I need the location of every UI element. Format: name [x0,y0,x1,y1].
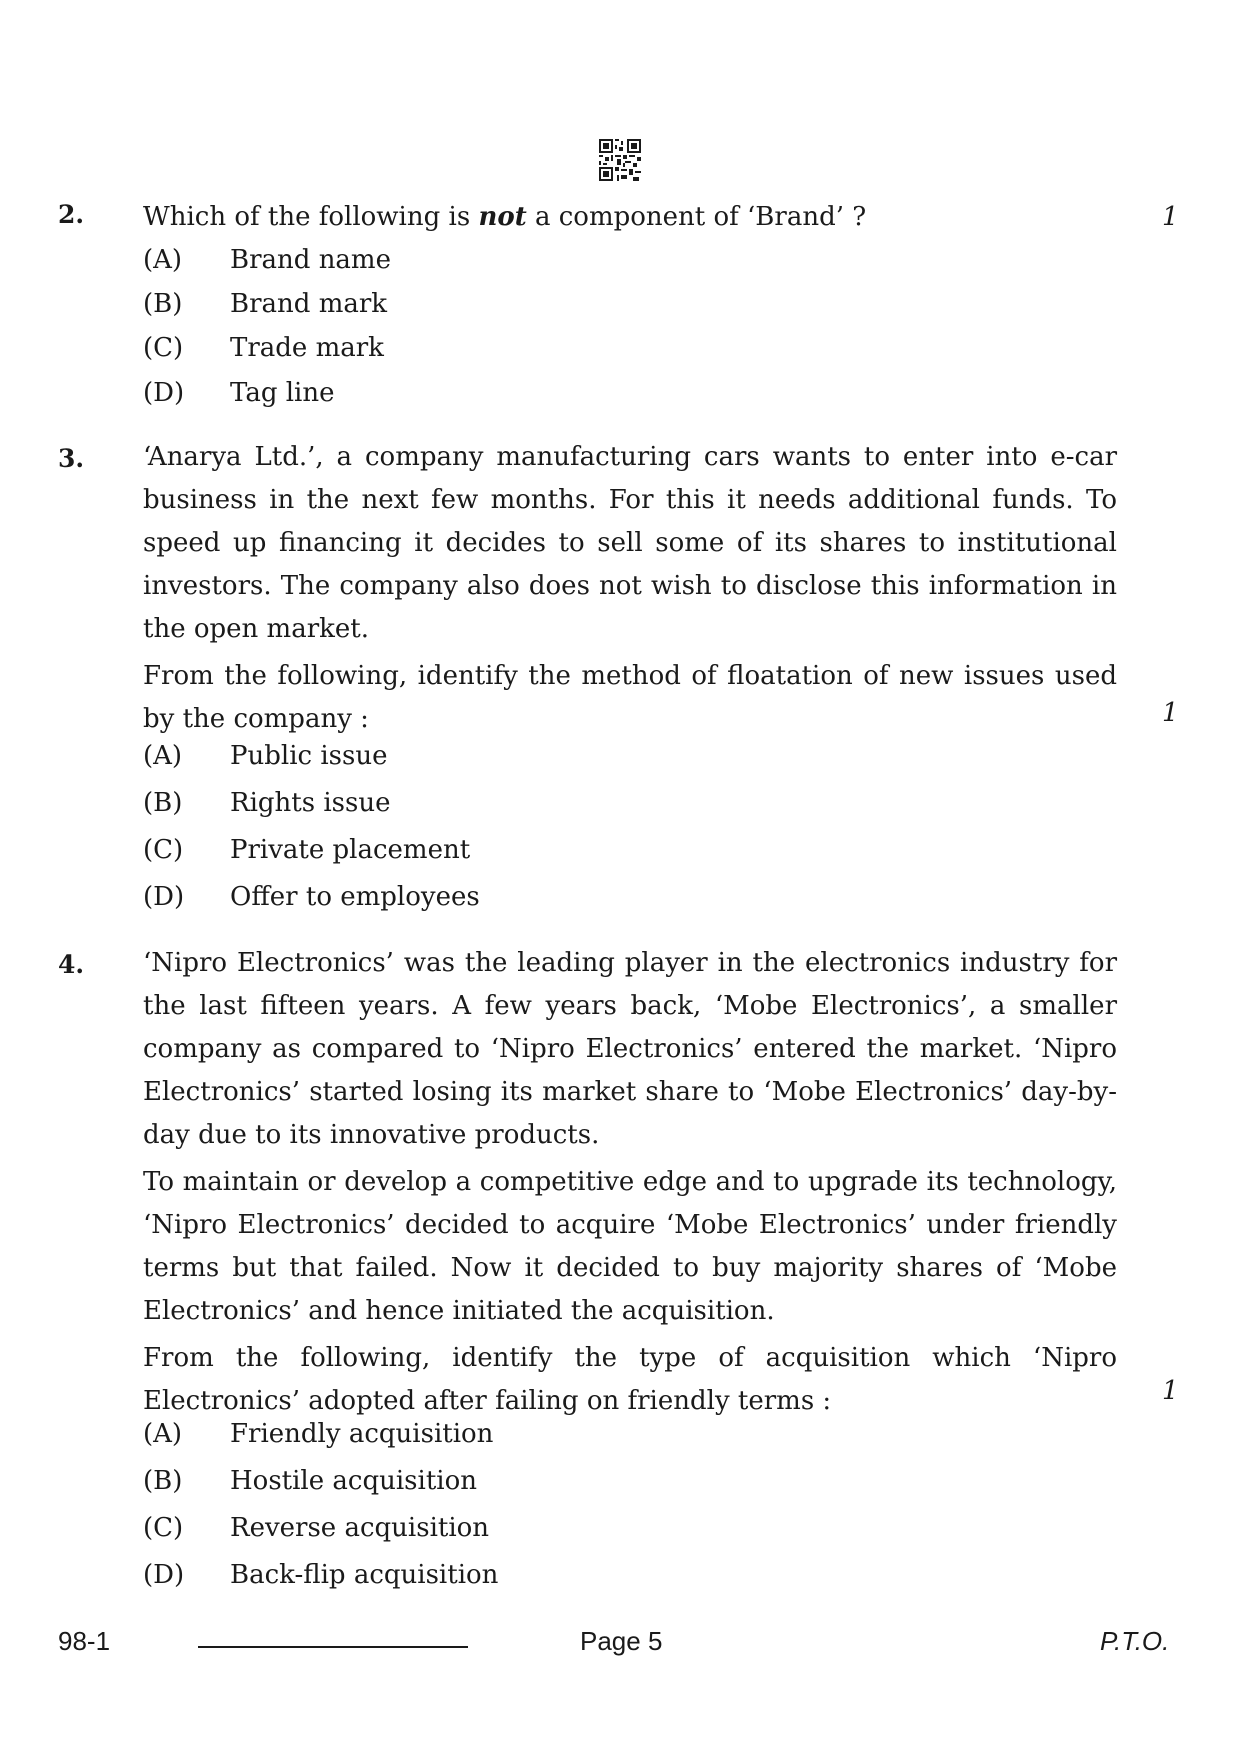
qr-code-icon [599,139,641,181]
question-number: 3. [58,444,85,473]
option-b [143,782,390,825]
option-text: Hostile acquisition [230,1466,477,1496]
page-footer [0,1626,1241,1666]
option-d [143,372,335,415]
question-number: 2. [58,200,85,229]
question-stem [143,196,1117,239]
question-paragraph: ‘Anarya Ltd.’, a company manufacturing cars wants to enter into e-car business in the next few months. For this it needs additional funds. To speed up financing it decides to sell some of its shares to institutional investors. The company also does not wish to disclose this information in the open market. [143,442,1117,644]
stem-text-end: a component of ‘Brand’ ? [526,202,867,232]
option-label: (C) [143,835,184,865]
option-b [143,283,387,326]
option-text: Private placement [230,835,471,865]
option-text: Reverse acquisition [230,1513,490,1543]
page-number: Page 5 [580,1626,663,1656]
question-body [143,436,1117,741]
option-b [143,1460,477,1503]
marks-label: 1 [1162,1376,1179,1406]
question-number: 4. [58,950,85,979]
option-a [143,239,391,282]
marks-label: 1 [1162,202,1179,232]
option-label: (C) [143,1513,184,1543]
option-c [143,1507,489,1550]
question-paragraph: To maintain or develop a competitive edge and to upgrade its technology, ‘Nipro Electronics’ decided to acquire ‘Mobe Electronics’ under friendly terms but that failed. Now it decided to buy majority shares of ‘Mobe Electronics’ and hence initiated the acquisition. [143,1167,1117,1326]
option-text: Brand name [230,245,391,275]
option-label: (A) [143,1419,183,1449]
question-paragraph: From the following, identify the method of floatation of new issues used by the company : [143,661,1117,734]
question-body [143,942,1117,1423]
option-label: (A) [143,245,183,275]
option-c [143,327,384,370]
option-label: (D) [143,882,185,912]
option-label: (C) [143,333,184,363]
pto-label: P.T.O. [1100,1626,1170,1656]
stem-text: Which of the following is [143,202,479,232]
paper-code: 98-1 [58,1626,111,1656]
option-label: (B) [143,788,183,818]
option-text: Friendly acquisition [230,1419,494,1449]
option-a [143,735,387,778]
option-label: (A) [143,741,183,771]
option-a [143,1413,493,1456]
option-c [143,829,470,872]
option-label: (B) [143,289,183,319]
option-text: Trade mark [230,333,384,363]
option-text: Public issue [230,741,388,771]
marks-label: 1 [1162,698,1179,728]
option-d [143,1554,498,1597]
option-text: Brand mark [230,289,388,319]
option-text: Tag line [230,378,335,408]
option-text: Back-flip acquisition [230,1560,499,1590]
stem-emphasis: not [478,202,527,232]
option-label: (D) [143,378,185,408]
option-label: (D) [143,1560,185,1590]
option-label: (B) [143,1466,183,1496]
option-text: Offer to employees [230,882,480,912]
option-text: Rights issue [230,788,391,818]
question-paragraph: ‘Nipro Electronics’ was the leading player in the electronics industry for the last fifteen years. A few years back, ‘Mobe Electronics’, a smaller company as compared to ‘Nipro Electronics’ entered the market. ‘Nipro Electronics’ started losing its market share to ‘Mobe Electronics’ day-by-day due to its innovative products. [143,948,1117,1150]
footer-rule [198,1646,468,1648]
option-d [143,876,480,919]
question-paragraph: From the following, identify the type of acquisition which ‘Nipro Electronics’ adopted after failing on friendly terms : [143,1343,1117,1416]
